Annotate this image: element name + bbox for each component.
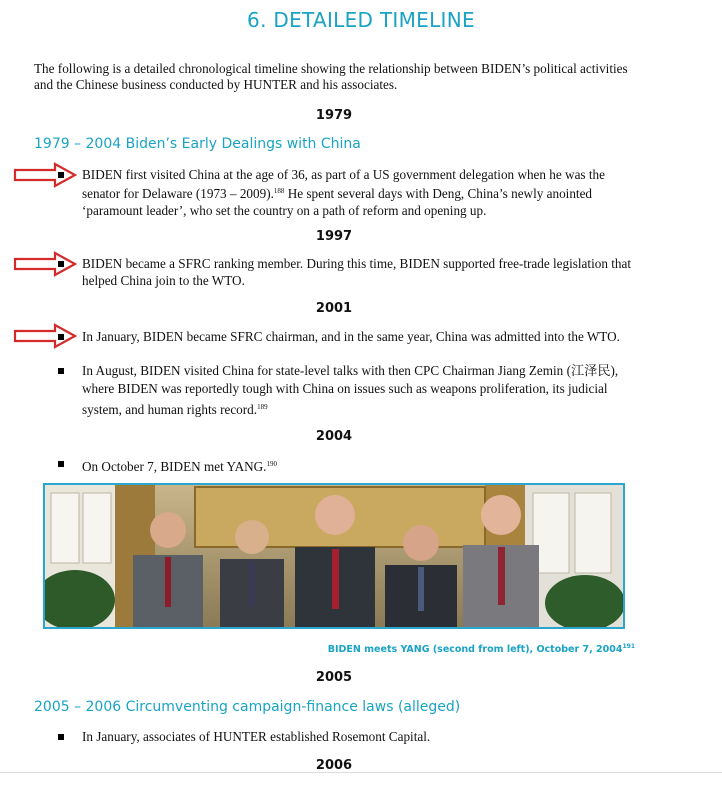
item-text: On October 7, BIDEN met YANG. <box>82 459 267 474</box>
caption-text: BIDEN meets YANG (second from left), October 7, 2004 <box>327 644 623 655</box>
bullet-icon <box>58 172 64 178</box>
group-photo <box>43 483 625 629</box>
page-title: 6. DETAILED TIMELINE <box>247 8 475 32</box>
timeline-item-2001-august <box>82 362 638 419</box>
footnote-ref: 190 <box>266 460 277 468</box>
bullet-icon <box>58 734 64 740</box>
timeline-item-2001-january: In January, BIDEN became SFRC chairman, and in the same year, China was admitted into the WTO. <box>82 329 620 344</box>
group-photo-illustration <box>45 485 623 627</box>
red-arrow-icon <box>13 251 77 277</box>
timeline-item-1979 <box>82 166 638 219</box>
red-arrow-icon <box>13 162 77 188</box>
year-heading-1997: 1997 <box>315 229 353 244</box>
bullet-icon <box>58 334 64 340</box>
year-heading-2004: 2004 <box>315 429 353 444</box>
item-text: In August, BIDEN visited China for state-level talks with then CPC Chairman Jiang Zemin (江泽民), where BIDEN was reportedly tough with China on issues such as weapons proliferation, its judicial system, and human rights record. <box>82 363 619 417</box>
footnote-ref: 189 <box>257 403 268 411</box>
year-heading-2006: 2006 <box>315 758 353 773</box>
timeline-item-2005: In January, associates of HUNTER established Rosemont Capital. <box>82 729 431 744</box>
section-heading-early-dealings: 1979 – 2004 Biden’s Early Dealings with China <box>34 136 361 152</box>
item-text: BIDEN first visited China at the age of 36, as part of a US government delegation when he was the senator for Delaware (1973 – 2009). <box>82 167 605 201</box>
intro-paragraph: The following is a detailed chronological timeline showing the relationship between BIDEN’s political activities and the Chinese business conducted by HUNTER and his associates. <box>34 61 628 92</box>
timeline-item-2004 <box>82 456 638 475</box>
photo-caption <box>328 643 635 655</box>
year-heading-2001: 2001 <box>315 301 353 316</box>
footnote-ref: 188 <box>273 187 285 195</box>
footnote-ref: 191 <box>622 643 635 650</box>
year-heading-2005: 2005 <box>315 670 353 685</box>
red-arrow-icon <box>13 323 77 349</box>
bullet-icon <box>58 461 64 467</box>
item-text-tail: He spent several days with Deng, China’s newly anointed ‘paramount leader’, who set the country on a path of reform and opening up. <box>82 186 593 218</box>
bullet-icon <box>58 261 64 267</box>
section-heading-campaign-finance: 2005 – 2006 Circumventing campaign-finance laws (alleged) <box>34 699 461 715</box>
timeline-item-1997: BIDEN became a SFRC ranking member. During this time, BIDEN supported free-trade legislation that helped China join to the WTO. <box>82 256 631 288</box>
year-heading-1979: 1979 <box>315 108 353 123</box>
bullet-icon <box>58 368 64 374</box>
